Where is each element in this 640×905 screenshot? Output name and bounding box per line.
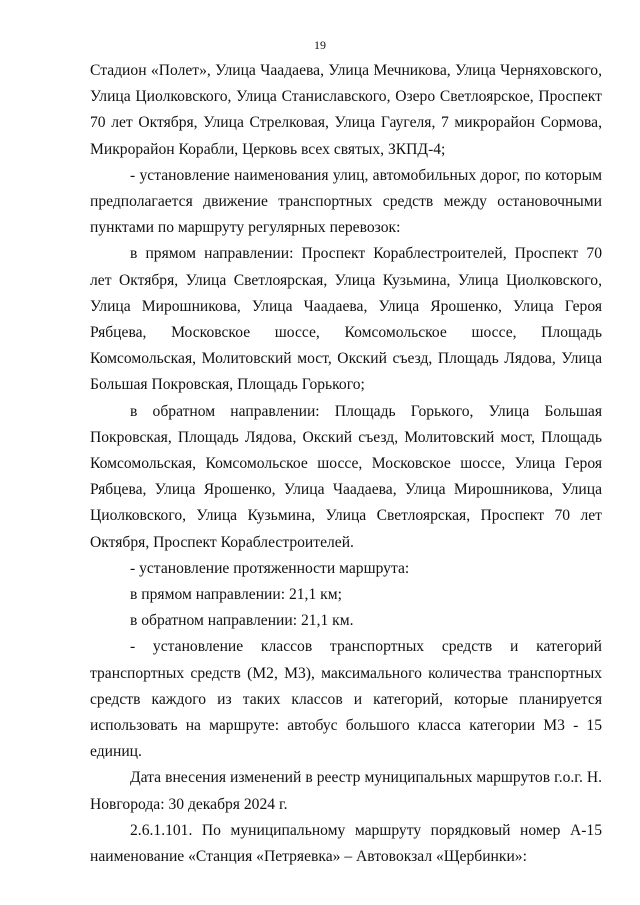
paragraph-registry-change-date: Дата внесения изменений в реестр муниципальных маршрутов г.о.г. Н. Новгорода: 30 декабря 2024 г. bbox=[90, 769, 602, 813]
paragraph-forward-direction-streets: в прямом направлении: Проспект Кораблестроителей, Проспект 70 лет Октября, Улица Светлоярская, Улица Кузьмина, Улица Циолковского, Улица Мирошникова, Улица Чаадаева, Улица Ярошенко, Улица Героя Рябцева, Московское шоссе, Комсомольское шоссе, Площадь Комсомольская, Молитовский мост, Окский съезд, Площадь Лядова, Улица Большая Покровская, Площадь Горького; bbox=[90, 245, 602, 394]
paragraph-vehicle-classes: - установление классов транспортных средств и категорий транспортных средств (М2, М3), максимального количества транспортных средств каждого из таких классов и категорий, которые планируется использовать на маршруте: автобус большого класса категории М3 - 15 единиц. bbox=[90, 638, 602, 761]
paragraph-forward-length: в прямом направлении: 21,1 км; bbox=[130, 586, 342, 604]
paragraph-route-a15-heading: 2.6.1.101. По муниципальному маршруту порядковый номер А-15 наименование «Станция «Петряевка» – Автовокзал «Щербинки»: bbox=[90, 821, 602, 866]
page-number: 19 bbox=[314, 38, 326, 52]
paragraph-route-length-heading: - установление протяженности маршрута: bbox=[130, 559, 410, 577]
document-body bbox=[90, 58, 602, 870]
paragraph-reverse-direction-streets: в обратном направлении: Площадь Горького, Улица Большая Покровская, Площадь Лядова, Окский съезд, Молитовский мост, Площадь Комсомольская, Комсомольское шоссе, Московское шоссе, Улица Героя Рябцева, Улица Ярошенко, Улица Чаадаева, Улица Мирошникова, Улица Циолковского, Улица Кузьмина, Улица Светлоярская, Проспект 70 лет Октября, Проспект Кораблестроителей. bbox=[90, 402, 602, 551]
paragraph-reverse-length: в обратном направлении: 21,1 км. bbox=[130, 612, 354, 630]
paragraph-streets-heading: - установление наименования улиц, автомобильных дорог, по которым предполагается движение транспортных средств между остановочными пунктами по маршруту регулярных перевозок: bbox=[90, 166, 602, 237]
paragraph-route-stops-continued: Стадион «Полет», Улица Чаадаева, Улица Мечникова, Улица Черняховского, Улица Циолковского, Улица Станиславского, Озеро Светлоярское, Проспект 70 лет Октября, Улица Стрелковая, Улица Гаугеля, 7 микрорайон Сормова, Микрорайон Корабли, Церковь всех святых, ЗКПД-4; bbox=[90, 62, 602, 158]
